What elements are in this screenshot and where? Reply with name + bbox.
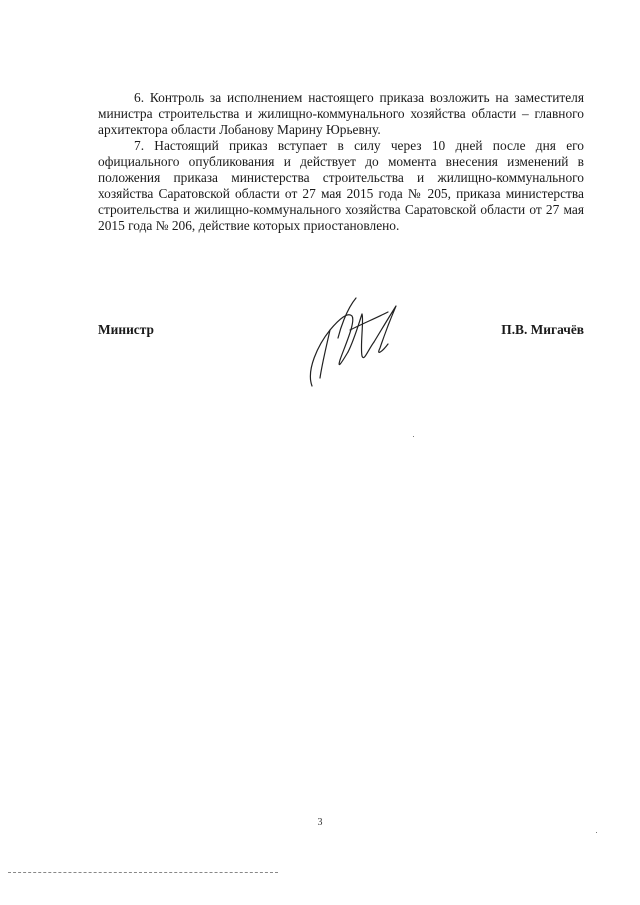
page-number: 3 [317,817,323,828]
scan-speck [596,832,597,833]
scan-edge-line [8,872,278,873]
signatory-name: П.В. Мигачёв [501,322,584,337]
signatory-title: Министр [98,322,154,337]
paragraph-7: 7. Настоящий приказ вступает в силу через 10 дней после дня его официального опубликования и действует до момента внесения изменений в положения приказа министерства строительства и жилищно-коммунального хозяйства Саратовской области от 27 мая 2015 года № 205, приказа министерства строительства и жилищно-коммунального хозяйства Саратовской области от 27 мая 2015 года № 206, действие которых приостановлено. [98,138,584,233]
paragraph-6: 6. Контроль за исполнением настоящего приказа возложить на заместителя министра строительства и жилищно-коммунального хозяйства области – главного архитектора области Лобанову Марину Юрьевну. [98,90,584,137]
scan-speck [413,436,414,437]
handwritten-signature [300,290,410,390]
document-body [98,90,584,234]
